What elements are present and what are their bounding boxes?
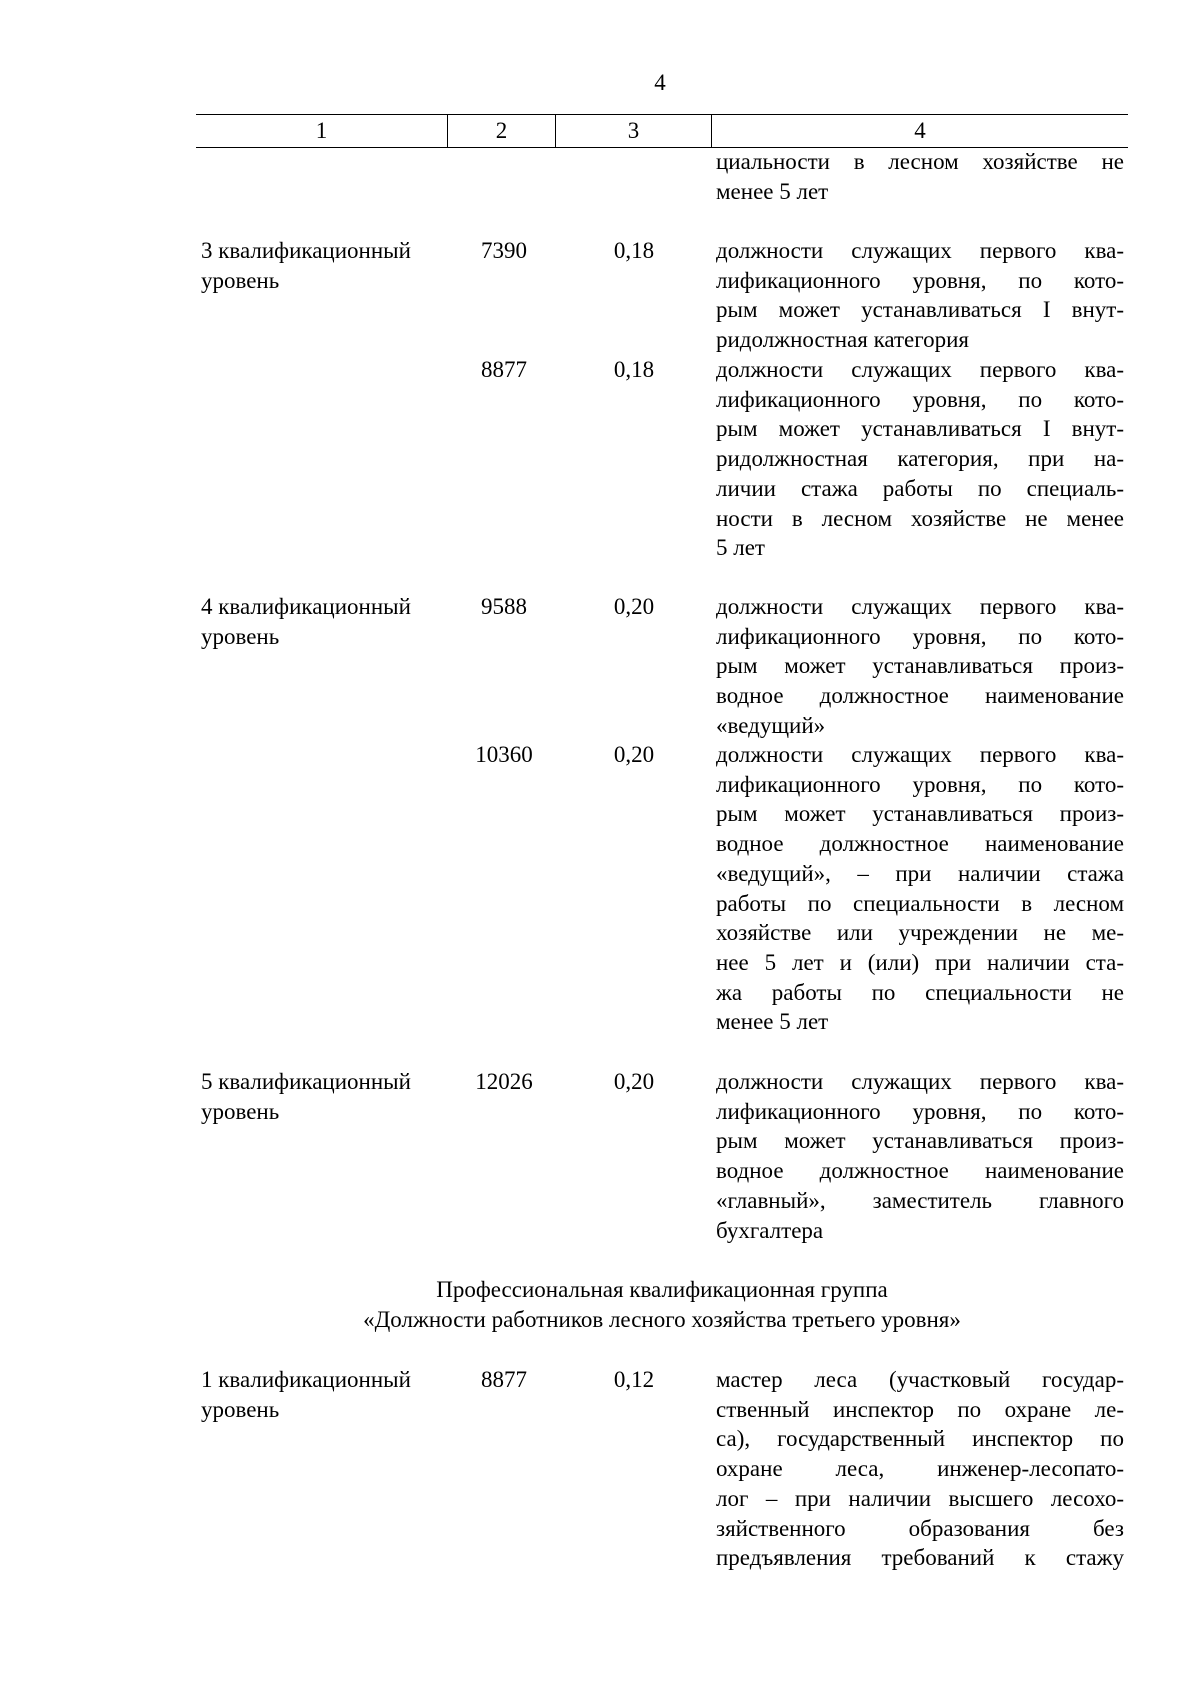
coefficient-value: 0,18 (613, 357, 655, 382)
description-line: охране леса, инженер-лесопато- (716, 1456, 1124, 1482)
position-description (716, 592, 1124, 741)
salary-value: 8877 (481, 1367, 527, 1392)
column-header-3: 3 (556, 115, 712, 147)
description-line: ридолжностная категория (716, 327, 970, 353)
position-description (716, 355, 1124, 563)
description-line: предъявления требований к стажу (716, 1545, 1124, 1571)
position-description (716, 1067, 1124, 1245)
level-line: уровень (201, 623, 280, 649)
position-description (716, 236, 1124, 355)
description-line: рым может устанавливаться I внут- (716, 297, 1124, 323)
description-line: должности служащих первого ква- (716, 594, 1124, 619)
description-line: рым может устанавливаться I внут- (716, 416, 1124, 442)
salary-value: 7390 (481, 238, 527, 263)
level-line: 4 квалификационный (201, 594, 411, 619)
coefficient-value: 0,20 (613, 1069, 655, 1094)
position-description (716, 1365, 1124, 1573)
description-line: менее 5 лет (716, 178, 829, 204)
description-line: лификационного уровня, по кото- (716, 386, 1124, 412)
description-line: лификационного уровня, по кото- (716, 1098, 1124, 1124)
group-heading-line: «Должности работников лесного хозяйства третьего уровня» (363, 1307, 961, 1332)
qualification-level (201, 236, 451, 295)
salary-value: 12026 (475, 1069, 533, 1094)
qualification-level (201, 592, 451, 651)
description-line: циальности в лесном хозяйстве не (716, 149, 1124, 174)
description-line: 5 лет (716, 535, 765, 561)
description-line: ности в лесном хозяйстве не менее (716, 505, 1124, 531)
group-heading (196, 1275, 1128, 1335)
description-line: работы по специальности в лесном (716, 890, 1124, 916)
coefficient-value: 0,20 (613, 594, 655, 619)
description-line: нее 5 лет и (или) при наличии ста- (716, 949, 1124, 975)
description-line: водное должностное наименование (716, 1158, 1124, 1184)
description-line: лификационного уровня, по кото- (716, 623, 1124, 649)
description-line: водное должностное наименование (716, 831, 1124, 857)
description-line: лог – при наличии высшего лесохо- (716, 1485, 1124, 1511)
description-line: должности служащих первого ква- (716, 357, 1124, 382)
description-line: рым может устанавливаться произ- (716, 801, 1124, 827)
level-line: 5 квалификационный (201, 1069, 411, 1094)
description-line: должности служащих первого ква- (716, 742, 1124, 767)
qualification-level (201, 1365, 451, 1424)
description-line: водное должностное наименование (716, 683, 1124, 709)
coefficient-value: 0,20 (613, 742, 655, 767)
position-description (716, 740, 1124, 1037)
description-line: должности служащих первого ква- (716, 1069, 1124, 1094)
description-line: бухгалтера (716, 1217, 824, 1243)
salary-value: 9588 (481, 594, 527, 619)
description-line: «ведущий» (716, 712, 826, 738)
description-line: жа работы по специальности не (716, 979, 1124, 1005)
description-line: рым может устанавливаться произ- (716, 653, 1124, 679)
coefficient-value: 0,12 (613, 1367, 655, 1392)
description-line: рым может устанавливаться произ- (716, 1128, 1124, 1154)
column-header-2: 2 (448, 115, 556, 147)
description-line: мастер леса (участковый государ- (716, 1367, 1124, 1392)
description-line: менее 5 лет (716, 1009, 829, 1035)
column-header-4: 4 (914, 118, 926, 143)
description-line: личии стажа работы по специаль- (716, 475, 1124, 501)
description-line: ственный инспектор по охране ле- (716, 1396, 1124, 1422)
column-header-row (196, 114, 1128, 148)
description-line: лификационного уровня, по кото- (716, 771, 1124, 797)
description-line: лификационного уровня, по кото- (716, 267, 1124, 293)
description-line: «ведущий», – при наличии стажа (716, 860, 1124, 886)
description-line: зяйственного образования без (716, 1515, 1124, 1541)
description-line: «главный», заместитель главного (716, 1187, 1124, 1213)
page-number: 4 (654, 70, 666, 95)
level-line: 3 квалификационный (201, 238, 411, 263)
level-line: уровень (201, 1396, 280, 1422)
salary-value: 8877 (481, 357, 527, 382)
continuation-description (716, 147, 1124, 206)
salary-value: 10360 (475, 742, 533, 767)
description-line: хозяйстве или учреждении не ме- (716, 920, 1124, 946)
group-heading-line: Профессиональная квалификационная группа (436, 1277, 888, 1302)
coefficient-value: 0,18 (613, 238, 655, 263)
column-header-1: 1 (196, 115, 448, 147)
description-line: са), государственный инспектор по (716, 1426, 1124, 1452)
description-line: должности служащих первого ква- (716, 238, 1124, 263)
level-line: 1 квалификационный (201, 1367, 411, 1392)
description-line: ридолжностная категория, при на- (716, 446, 1124, 472)
level-line: уровень (201, 267, 280, 293)
level-line: уровень (201, 1098, 280, 1124)
qualification-level (201, 1067, 451, 1126)
